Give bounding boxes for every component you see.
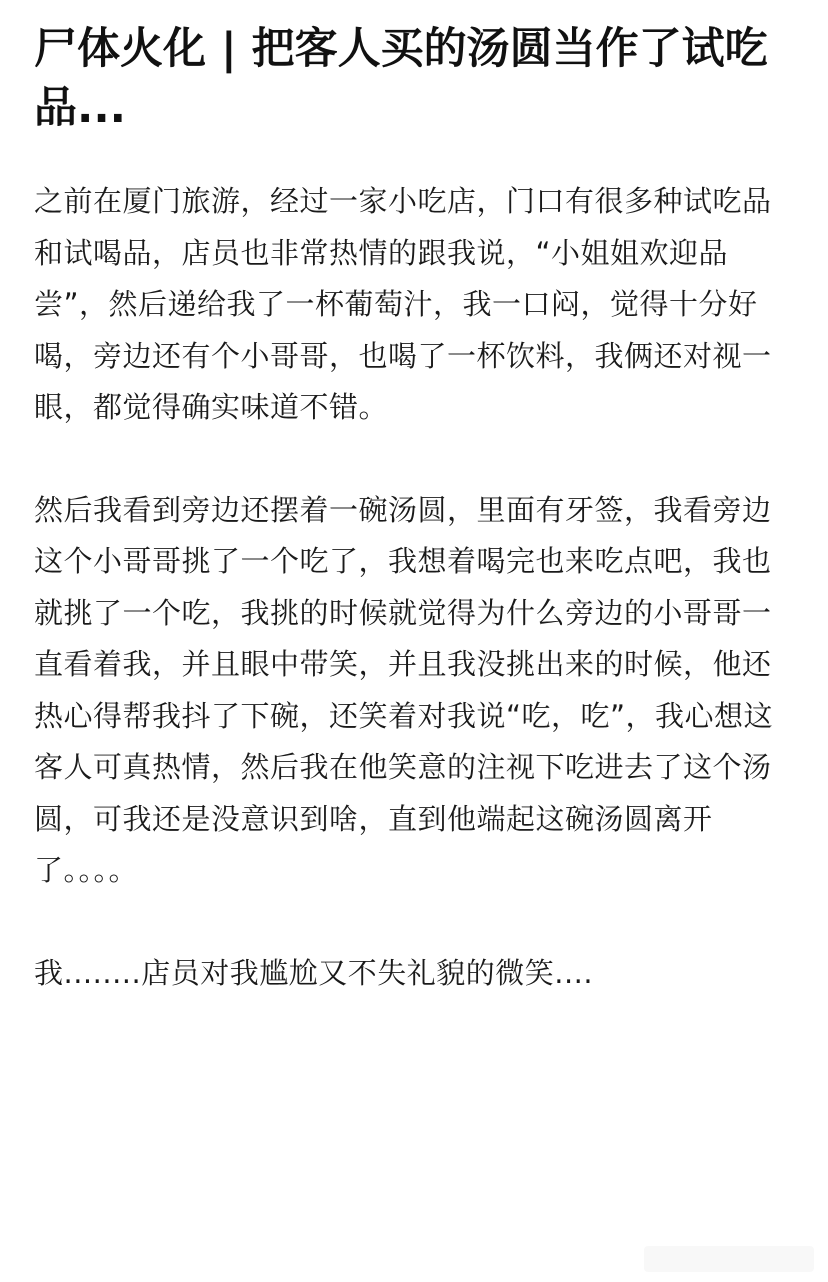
- paragraph-3: 我........店员对我尴尬又不失礼貌的微笑....: [34, 955, 594, 990]
- paragraph-1: 之前在厦门旅游，经过一家小吃店，门口有很多种试吃品和试喝品，店员也非常热情的跟我说，“小姐姐欢迎品尝”，然后递给我了一杯葡萄汁，我一口闷，觉得十分好喝，旁边还有个小哥哥，也喝了一杯饮料，我俩还对视一眼，都觉得确实味道不错。: [34, 184, 772, 424]
- post-body: [34, 176, 794, 999]
- paragraph-2: 然后我看到旁边还摆着一碗汤圆，里面有牙签，我看旁边这个小哥哥挑了一个吃了，我想着喝完也来吃点吧，我也就挑了一个吃，我挑的时候就觉得为什么旁边的小哥哥一直看着我，并且眼中带笑，并且我没挑出来的时候，他还热心得帮我抖了下碗，还笑着对我说“吃，吃”，我心想这客人可真热情，然后我在他笑意的注视下吃进去了这个汤圆，可我还是没意识到啥，直到他端起这碗汤圆离开了。。。。: [34, 492, 774, 887]
- post-title: 尸体火化 | 把客人买的汤圆当作了试吃品...: [34, 24, 768, 133]
- faded-watermark: [644, 1246, 814, 1272]
